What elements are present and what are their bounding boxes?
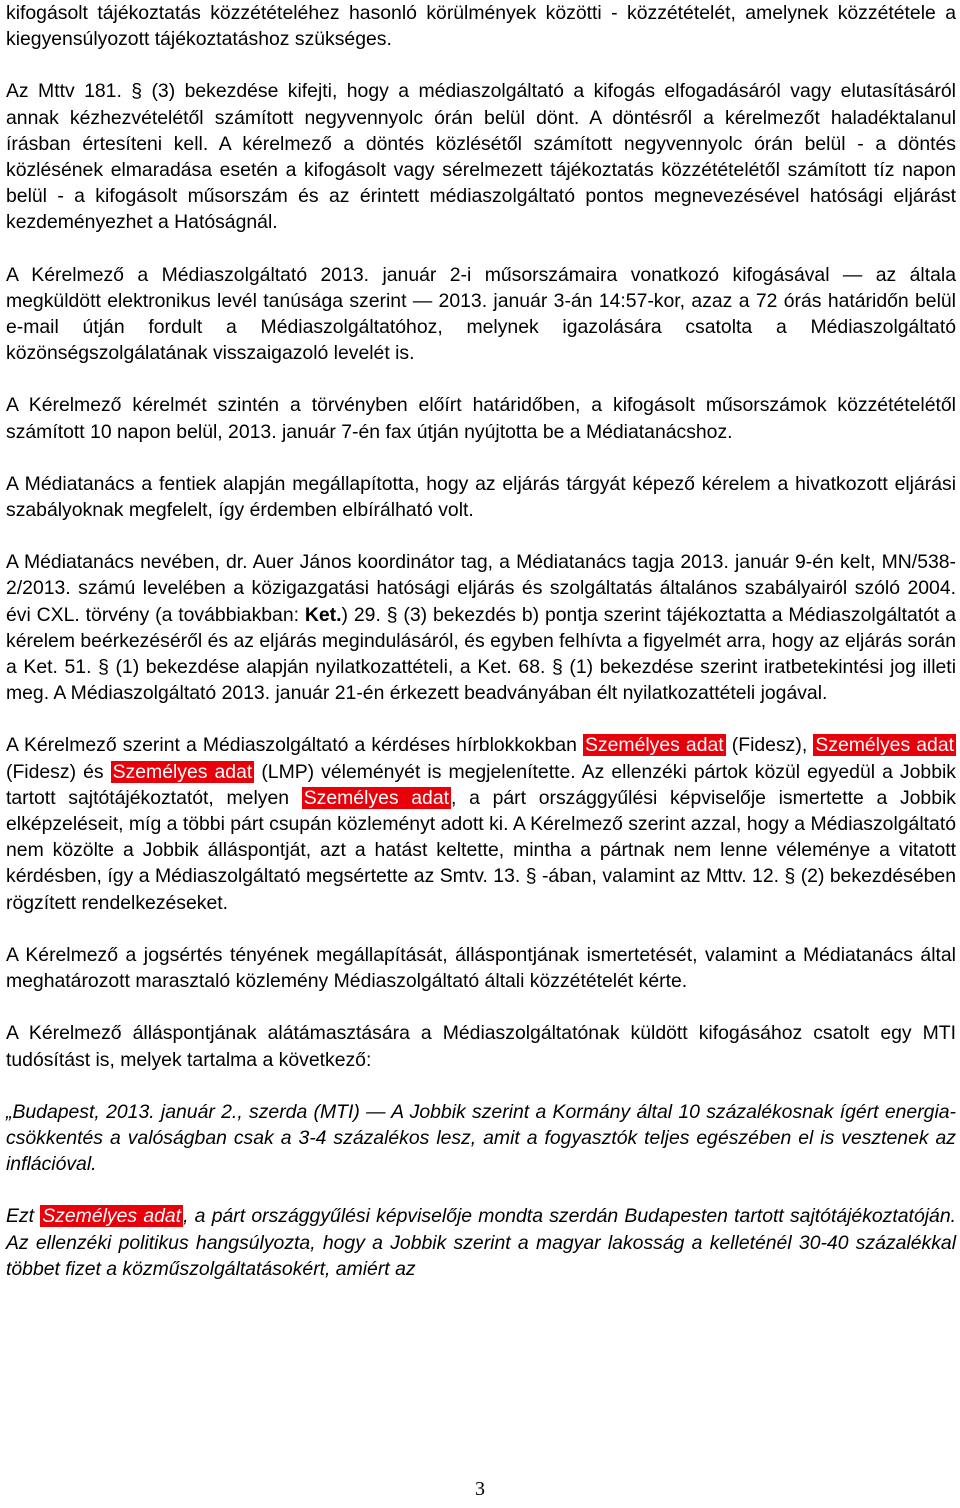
- quote-paragraph-2: Ezt Személyes adat , a párt országgyűlési képviselője mondta szerdán Budapesten tartott sajtótájékoztatóján. Az ellenzéki politikus hangsúlyozta, hogy a Jobbik szerint a magyar lakosság a kelleténél 30-40 százalékkal többet fizet a közműszolgáltatásokért, amiért az: [6, 1205, 956, 1280]
- redacted-personal-data: Személyes adat: [42, 1205, 182, 1228]
- page-number: 3: [475, 1478, 485, 1500]
- paragraph-8: A Kérelmező a jogsértés tényének megállapítását, álláspontjának ismertetését, valamint a Médiatanács által meghatározott marasztaló közlemény Médiaszolgáltató általi közzétételét kérte.: [6, 943, 956, 993]
- redacted-personal-data: Személyes adat: [112, 760, 253, 783]
- paragraph-7: A Kérelmező szerint a Médiaszolgáltató a kérdéses hírblokkokban Személyes adat (Fidesz), Személyes adat (Fidesz) és Személyes adat (LMP) véleményét is megjelenítette. Az ellenzéki pártok közül egyedül a Jobbik tartott sajtótájékoztatót, melyen Személyes adat , a párt országgyűlési képviselője ismertette a Jobbik elképzeléseit, míg a többi párt csupán közleményt adott ki. A Kérelmező szerint azzal, hogy a Médiaszolgáltató nem közölte a Jobbik álláspontját, azt a hatást keltette, mintha a pártnak nem lenne véleménye a vitatott kérdésben, így a Médiaszolgáltató megsértette az Smtv. 13. § -ában, valamint az Mttv. 12. § (2) bekezdésében rögzített rendelkezéseket.: [6, 734, 957, 914]
- paragraph-4: A Kérelmező kérelmét szintén a törvényben előírt határidőben, a kifogásolt műsorszámok közzétételétől számított 10 napon belül, 2013. január 7-én fax útján nyújtotta be a Médiatanácshoz.: [6, 394, 956, 443]
- paragraph-2: Az Mttv 181. § (3) bekezdése kifejti, hogy a médiaszolgáltató a kifogás elfogadásáról vagy elutasításáról annak kézhezvételétől számított negyvennyolc órán belül dönt. A döntésről a kérelmezőt haladéktalanul írásban értesíteni kell. A kérelmező a döntés közlésétől számított negyvennyolc órán belül - a döntés közlésének elmaradása esetén a kifogásolt vagy sérelmezett tájékoztatás közzétételétől számított tíz napon belül - a kifogásolt műsorszám és az érintett médiaszolgáltató pontos megnevezésével hatósági eljárást kezdeményezhet a Hatóságnál.: [6, 80, 956, 234]
- quote-paragraph-1: „Budapest, 2013. január 2., szerda (MTI) — A Jobbik szerint a Kormány által 10 százalékosnak ígért energia-csökkentés a valóságban csak a 3-4 százalékos lesz, amit a fogyasztók teljes egészében el is vesztenek az inflációval.: [6, 1100, 956, 1176]
- redacted-personal-data: Személyes adat: [585, 734, 724, 757]
- document-body: [6, 0, 956, 1282]
- redacted-personal-data: Személyes adat: [303, 786, 450, 809]
- paragraph-9: A Kérelmező álláspontjának alátámasztására a Médiaszolgáltatónak küldött kifogásához csatolt egy MTI tudósítást is, melyek tartalma a következő:: [6, 1022, 956, 1071]
- paragraph-5: A Médiatanács a fentiek alapján megállapította, hogy az eljárás tárgyát képező kérelem a hivatkozott eljárási szabályoknak megfelelt, így érdemben elbírálható volt.: [6, 472, 956, 522]
- paragraph-3: A Kérelmező a Médiaszolgáltató 2013. január 2-i műsorszámaira vonatkozó kifogásával — az általa megküldött elektronikus levél tanúsága szerint — 2013. január 3-án 14:57-kor, azaz a 72 órás határidőn belül e-mail útján fordult a Médiaszolgáltatóhoz, melynek igazolására csatolta a Médiaszolgáltató közönségszolgálatának visszaigazoló levelét is.: [6, 263, 956, 365]
- paragraph-1: kifogásolt tájékoztatás közzétételéhez hasonló körülmények közötti - közzétételét, amelynek közzététele a kiegyensúlyozott tájékoztatáshoz szükséges.: [6, 2, 956, 51]
- ket-abbreviation: Ket.: [304, 603, 342, 626]
- paragraph-6: A Médiatanács nevében, dr. Auer János koordinátor tag, a Médiatanács tagja 2013. január 9-én kelt, MN/538-2/2013. számú levelében a közigazgatási hatósági eljárás és szolgáltatás általános szabályairól szóló 2004. évi CXL. törvény (a továbbiakban: Ket.) 29. § (3) bekezdés b) pontja szerint tájékoztatta a Médiaszolgáltatót a kérelem beérkezéséről és az eljárás megindulásáról, és egyben felhívta a figyelmét arra, hogy az eljárás során a Ket. 51. § (1) bekezdése alapján nyilatkozattételi, a Ket. 68. § (1) bekezdése szerint iratbetekintési jog illeti meg. A Médiaszolgáltató 2013. január 21-én érkezett beadványában élt nyilatkozattételi jogával.: [6, 551, 956, 705]
- redacted-personal-data: Személyes adat: [815, 734, 954, 757]
